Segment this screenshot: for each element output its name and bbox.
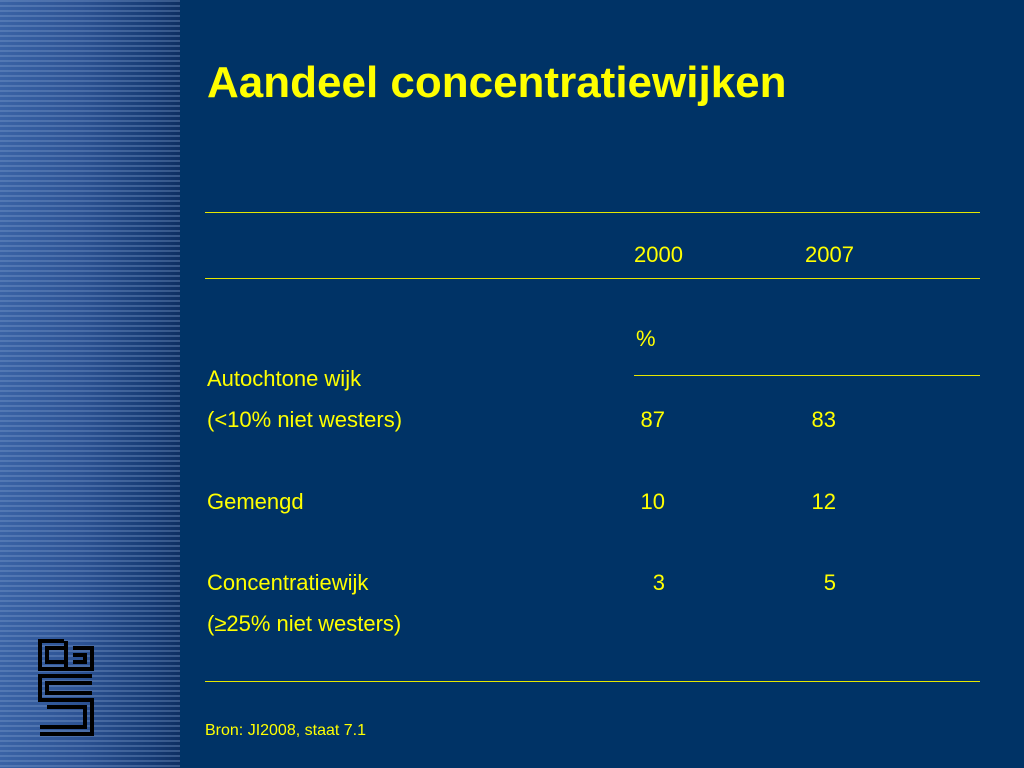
column-header-2007: 2007 — [805, 242, 854, 267]
row-label: Autochtone wijk — [207, 366, 362, 391]
row-label: Concentratiewijk — [207, 570, 369, 595]
column-header-2000: 2000 — [634, 242, 683, 267]
cell-value: 10 — [640, 489, 665, 514]
cell-value: 5 — [823, 570, 836, 595]
table-bottom-rule — [205, 681, 980, 682]
cell-value: 12 — [811, 489, 836, 514]
row-sublabel: (<10% niet westers) — [207, 407, 403, 432]
slide-title: Aandeel concentratiewijken — [207, 58, 787, 107]
cbs-logo-icon — [36, 638, 98, 738]
cell-value: 87 — [640, 407, 665, 432]
source-note: Bron: JI2008, staat 7.1 — [205, 722, 366, 739]
row-label: Gemengd — [207, 489, 304, 514]
unit-rule — [634, 375, 980, 376]
header-bottom-rule — [205, 278, 980, 279]
row-sublabel: (≥25% niet westers) — [207, 611, 402, 636]
unit-label: % — [636, 326, 656, 351]
cell-value: 83 — [811, 407, 836, 432]
cell-value: 3 — [652, 570, 665, 595]
table-top-rule — [205, 212, 980, 213]
